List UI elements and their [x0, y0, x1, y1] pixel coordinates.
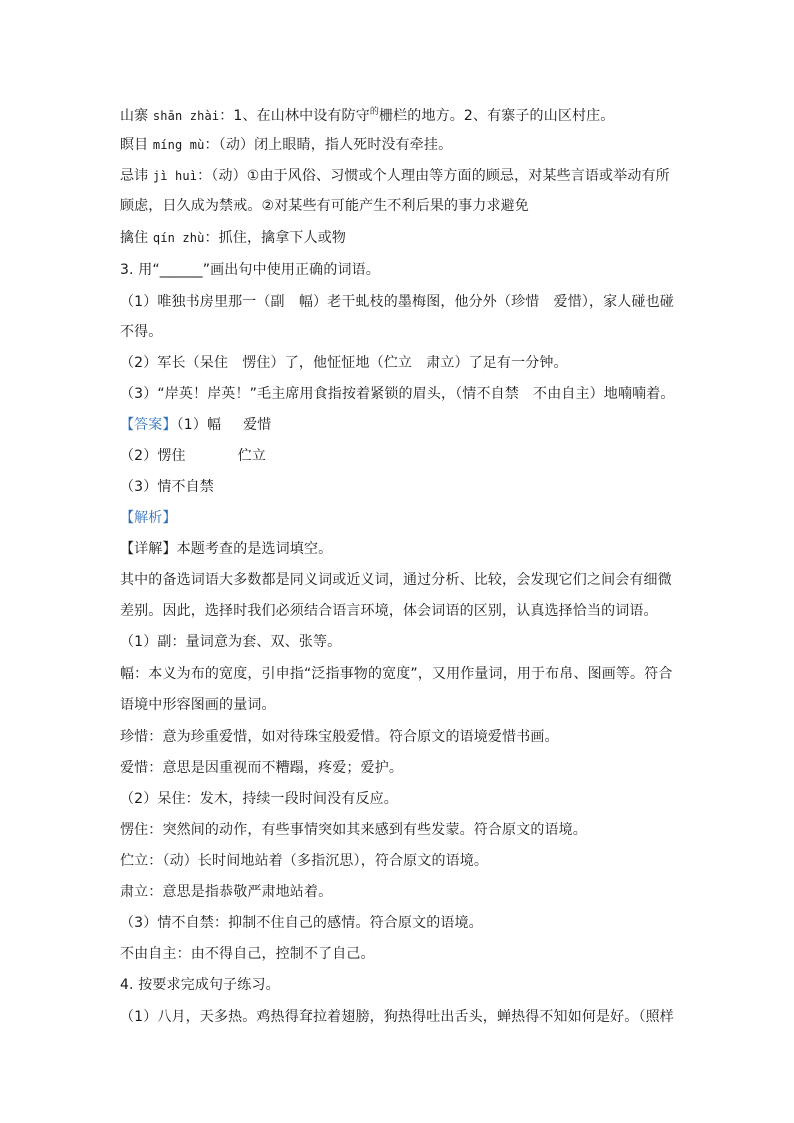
definition-text: ：1、在山林中设有防守: [219, 108, 370, 124]
answer-value: 爱惜: [243, 417, 272, 433]
question-heading: 3. 用“______”画出句中使用正确的词语。: [120, 262, 380, 278]
answer-value: （2）愣住: [120, 448, 186, 464]
question-heading: 4. 按要求完成句子练习。: [120, 977, 280, 993]
pinyin: míng mù: [152, 138, 205, 152]
text-line: 肃立：意思是指恭敬严肃地站着。: [120, 884, 333, 900]
definition-line: [120, 135, 680, 155]
text-line: 其中的备选词语大多数都是同义词或近义词，通过分析、比较，会发现它们之间会有细微: [120, 572, 672, 588]
pinyin: jì huì: [152, 169, 198, 183]
text-line: 顾虑，日久成为禁戒。②对某些有可能产生不利后果的事力求避免: [120, 198, 529, 214]
text-line: （1）副：量词意为套、双、张等。: [120, 634, 342, 650]
definition-line: [120, 106, 680, 128]
definition-line: [120, 228, 680, 248]
answer-line: （3）情不自禁: [120, 479, 214, 495]
text-line: 珍惜：意为珍重爱惜，如对待珠宝般爱惜。符合原文的语境爱惜书画。: [120, 729, 559, 745]
term: 瞑目: [120, 137, 153, 153]
definition-text: ：（动）①由于风俗、习惯或个人理由等方面的顾忌，对某些言语或举动有所: [197, 168, 670, 184]
term: 山寨: [120, 108, 153, 124]
text-line: 伫立：（动）长时间地站着（多指沉思），符合原文的语境。: [120, 853, 489, 869]
text-line: 语境中形容图画的量词。: [120, 697, 276, 713]
text-line: 【详解】本题考查的是选词填空。: [120, 541, 333, 557]
question-item: （2）军长（呆住 愣住）了，他怔怔地（伫立 肃立）了足有一分钟。: [120, 355, 568, 371]
term: 忌讳: [120, 168, 153, 184]
answer-line: [120, 415, 680, 435]
question-item: （3）“岸英！岸英！”毛主席用食指按着紧锁的眉头，（情不自禁 不由自主）地喃喃着。: [120, 386, 675, 402]
text-line: 差别。因此，选择时我们必须结合语言环境，体会词语的区别，认真选择恰当的词语。: [120, 603, 658, 619]
pinyin: shān zhài: [152, 109, 220, 123]
answer-line: [120, 446, 680, 466]
answer-value: （1）幅: [176, 417, 222, 433]
superscript-particle: 的: [369, 107, 379, 117]
definition-text: ：（动）闭上眼睛，指人死时没有牵挂。: [204, 137, 453, 153]
analysis-label: 【解析】: [120, 510, 177, 526]
text-line: 不由自主：由不得自己，控制不了自己。: [120, 946, 375, 962]
text-line: （3）情不自禁：抑制不住自己的感情。符合原文的语境。: [120, 915, 483, 931]
pinyin: qín zhù: [152, 231, 205, 245]
question-item: （1）唯独书房里那一（副 幅）老干虬枝的墨梅图，他分外（珍惜 爱惜），家人碰也碰: [120, 294, 674, 310]
definition-text: 栅栏的地方。2、有寨子的山区村庄。: [379, 108, 615, 124]
text-line: （2）呆住：发木，持续一段时间没有反应。: [120, 791, 398, 807]
answer-label: 【答案】: [120, 417, 177, 433]
text-line: 幅：本义为布的宽度，引申指“泛指事物的宽度”，又用作量词，用于布帛、图画等。符合: [120, 666, 673, 682]
text-line: 爱惜：意思是因重视而不糟蹋，疼爱；爱护。: [120, 760, 403, 776]
definition-line: [120, 166, 680, 186]
question-item: （1）八月，天多热。鸡热得耷拉着翅膀，狗热得吐出舌头，蝉热得不知如何是好。（照样: [120, 1009, 674, 1025]
text-line: 愣住：突然间的动作，有些事情突如其来感到有些发蒙。符合原文的语境。: [120, 822, 587, 838]
answer-value: 伫立: [237, 448, 266, 464]
definition-text: ：抓住，擒拿下人或物: [204, 230, 347, 246]
term: 擒住: [120, 230, 153, 246]
text-line: 不得。: [120, 324, 163, 340]
